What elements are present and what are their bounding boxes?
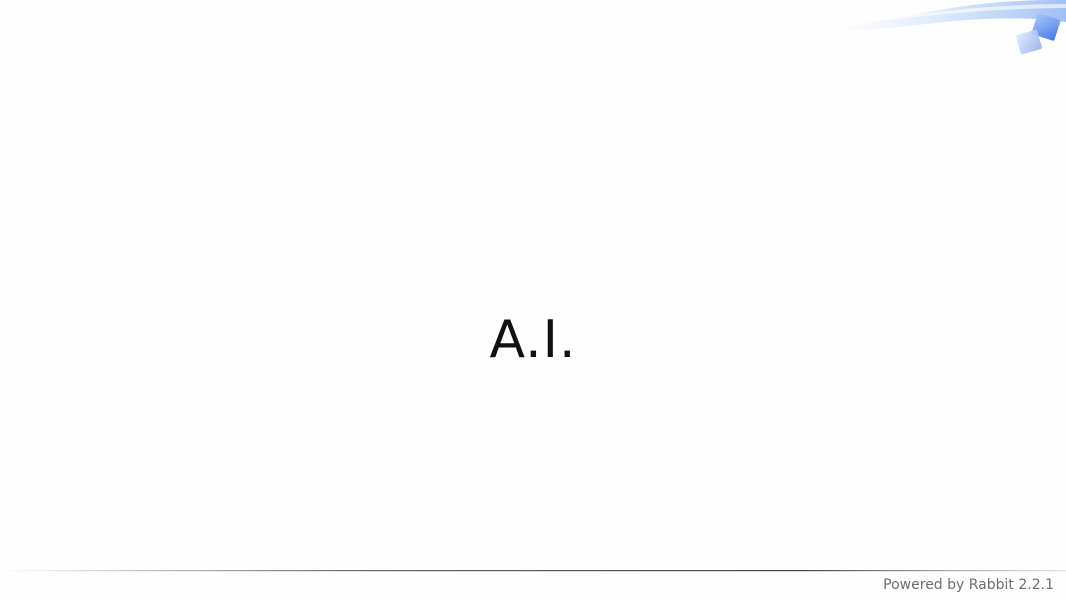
footer-credit: Powered by Rabbit 2.2.1 bbox=[883, 577, 1054, 593]
footer-divider bbox=[0, 570, 1066, 572]
blue-square-decoration-icon bbox=[806, 0, 1066, 70]
slide-title: A.I. bbox=[489, 310, 577, 370]
